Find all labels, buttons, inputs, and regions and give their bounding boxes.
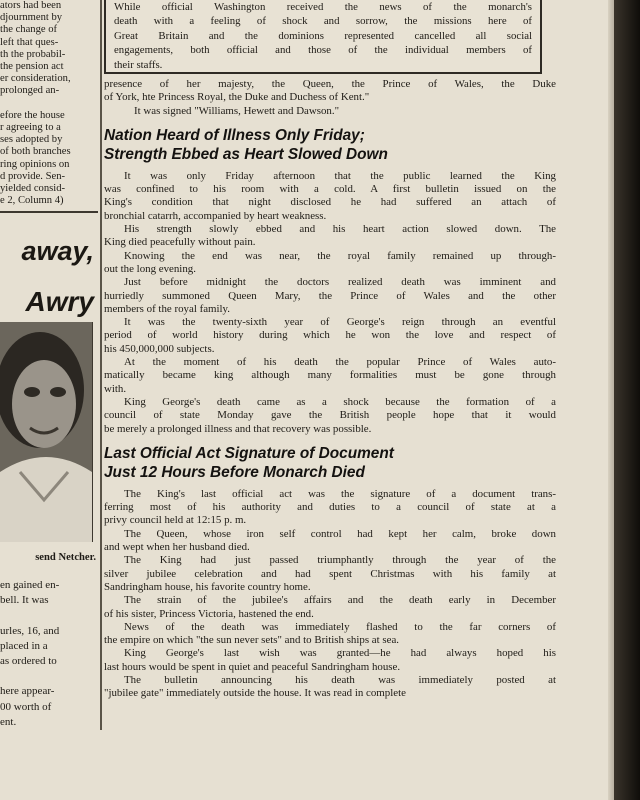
left-text-line: ring opinions on <box>0 158 70 170</box>
body-text-line: with. <box>104 382 127 395</box>
paragraph <box>104 674 556 701</box>
main-article <box>104 78 556 701</box>
left-text-line: of both branches <box>0 146 71 158</box>
left-text-line: urles, 16, and <box>0 624 60 637</box>
boxed-insert <box>104 0 542 74</box>
body-text-line: "jubilee gate" immediately outside the house. It was read in complete <box>104 687 406 700</box>
body-text-line: It was only Friday afternoon that the public learned the King <box>124 169 556 182</box>
paragraph <box>104 276 556 316</box>
paragraph <box>104 250 556 277</box>
paragraph <box>104 488 556 528</box>
background-shadow <box>614 0 640 800</box>
body-text-line: King died peacefully without pain. <box>104 236 256 249</box>
left-column-lower-text <box>0 578 98 730</box>
boxed-insert-text <box>106 0 540 72</box>
left-text-line: er consideration, <box>0 73 71 85</box>
section-2-body <box>104 488 556 701</box>
body-text-line: King's condition that night disclosed he had suffered an attach of <box>104 196 556 209</box>
column-rule <box>100 0 102 730</box>
left-headline-line-2: Awry <box>25 286 94 317</box>
left-text-line: 00 worth of <box>0 700 52 713</box>
left-text-line: djournment by <box>0 12 63 24</box>
body-text-line: Sandringham house, his favorite country home. <box>104 580 311 593</box>
body-text-line: It was signed "Williams, Hewett and Dawson." <box>134 104 340 117</box>
left-text-line: en gained en- <box>0 579 60 591</box>
left-text-line: the pension act <box>0 61 64 73</box>
left-text-line: ent. <box>0 715 17 728</box>
section-1-body <box>104 170 556 436</box>
body-text-line: matically became king although many formalities must be gone through <box>104 369 556 382</box>
body-text-line: News of the death was immediately flashed to the far corners of <box>124 620 556 633</box>
left-text-line: efore the house <box>0 109 65 121</box>
box-text-line: death with a feeling of shock and sorrow, the missions here of <box>114 15 532 28</box>
body-text-line: King George's last wish was granted—he had always hoped his <box>124 647 556 660</box>
left-column-text <box>0 0 98 207</box>
body-text-line: bronchial catarrh, accompanied by heart weakness. <box>104 209 327 222</box>
left-text-line: e 2, Column 4) <box>0 195 64 207</box>
paragraph <box>104 223 556 250</box>
body-text-line: King George's death came as a shock because the formation of a <box>124 395 556 408</box>
body-text-line: The bulletin announcing his death was immediately posted at <box>124 673 556 686</box>
body-text-line: period of world history during which he won the love and respect of <box>104 329 556 342</box>
body-text-line: was confined to his room with a cold. A first bulletin issued on the <box>104 183 556 196</box>
body-text-line: out the long evening. <box>104 262 196 275</box>
intro-paragraph <box>104 78 556 118</box>
left-headline-line-1: away, <box>21 236 94 266</box>
headline-line: Strength Ebbed as Heart Slowed Down <box>104 145 388 163</box>
body-text-line: The King's last official act was the signature of a document trans- <box>124 487 556 500</box>
body-text-line: council of state Monday gave the British people hope that it would <box>104 409 556 422</box>
paragraph <box>104 621 556 648</box>
body-text-line: His strength slowly ebbed and his heart action slowed down. The <box>124 223 556 236</box>
paragraph <box>104 356 556 396</box>
paragraph <box>104 170 556 223</box>
box-text-line: Great Britain and the dominions represented cancelled all social <box>114 29 532 42</box>
body-text-line: his 450,000,000 subjects. <box>104 342 215 355</box>
headline-line: Just 12 Hours Before Monarch Died <box>104 463 365 481</box>
body-text-line: last hours would be spent in quiet and peaceful Sandringham house. <box>104 660 401 673</box>
body-text-line: of York, hte Princess Royal, the Duke and Duchess of Kent." <box>104 91 370 104</box>
box-text-line: While official Washington received the news of the monarch's <box>114 1 532 13</box>
body-text-line: be merely a prolonged illness and that recovery was possible. <box>104 422 372 435</box>
body-text-line: The King had just passed triumphantly through the year of the <box>124 554 556 567</box>
body-text-line: privy council held at 12:15 p. m. <box>104 514 247 527</box>
paragraph <box>104 316 556 356</box>
left-text-line: prolonged an- <box>0 85 60 97</box>
left-text-line: r agreeing to a <box>0 122 61 134</box>
paragraph <box>104 528 556 555</box>
left-text-line <box>0 608 98 623</box>
box-text-line: their staffs. <box>114 58 163 71</box>
body-text-line: of his sister, Princess Victoria, hastened the end. <box>104 607 314 620</box>
body-text-line: presence of her majesty, the Queen, the Prince of Wales, the Duke <box>104 78 556 90</box>
left-column <box>0 0 98 213</box>
body-text-line: At the moment of his death the popular Prince of Wales auto- <box>124 356 556 369</box>
left-text-line <box>0 98 98 110</box>
section-1-headline <box>104 126 556 164</box>
left-text-line: ses adopted by <box>0 134 63 146</box>
paragraph <box>104 396 556 436</box>
body-text-line: hurriedly summoned Queen Mary, the Prince of Wales and the other <box>104 289 556 302</box>
body-text-line: members of the royal family. <box>104 302 231 315</box>
body-text-line: The strain of the jubilee's affairs and the death early in December <box>124 594 556 607</box>
column-divider <box>0 211 98 213</box>
left-text-line: here appear- <box>0 685 55 698</box>
paragraph <box>104 647 556 674</box>
body-text-line: Just before midnight the doctors realized death was imminent and <box>124 276 556 289</box>
paragraph <box>104 554 556 594</box>
left-text-line <box>0 669 98 684</box>
left-text-line: left that ques- <box>0 36 59 48</box>
left-text-line: the change of <box>0 24 58 36</box>
box-text-line: engagements, both official and those of the individual members of <box>114 44 532 57</box>
body-text-line: silver jubilee celebration and had spent Christmas with his family at <box>104 567 556 580</box>
left-text-line: as ordered to <box>0 655 57 668</box>
left-text-line: th the probabil- <box>0 48 66 60</box>
body-text-line: the empire on which "the sun never sets" and to British ships at sea. <box>104 634 400 647</box>
photo-caption: send Netcher. <box>35 552 96 563</box>
left-text-line: placed in a <box>0 639 48 652</box>
body-text-line: Knowing the end was near, the royal family remained up through- <box>124 249 556 262</box>
paragraph <box>104 594 556 621</box>
body-text-line: ferring most of his authority and duties to a council of state at a <box>104 501 556 514</box>
headline-line: Nation Heard of Illness Only Friday; <box>104 126 365 144</box>
left-text-line: yielded consid- <box>0 183 66 195</box>
left-text-line: ators had been <box>0 0 62 11</box>
headline-line: Last Official Act Signature of Document <box>104 444 394 462</box>
left-text-line: bell. It was <box>0 594 49 607</box>
body-text-line: It was the twenty-sixth year of George's reign through an eventful <box>124 316 556 329</box>
body-text-line: and wept when her husband died. <box>104 541 250 554</box>
body-text-line: The Queen, whose iron self control had kept her calm, broke down <box>124 527 556 540</box>
left-text-line: d provide. Sen- <box>0 170 66 182</box>
portrait-photo <box>0 322 93 542</box>
section-2-headline <box>104 444 556 482</box>
